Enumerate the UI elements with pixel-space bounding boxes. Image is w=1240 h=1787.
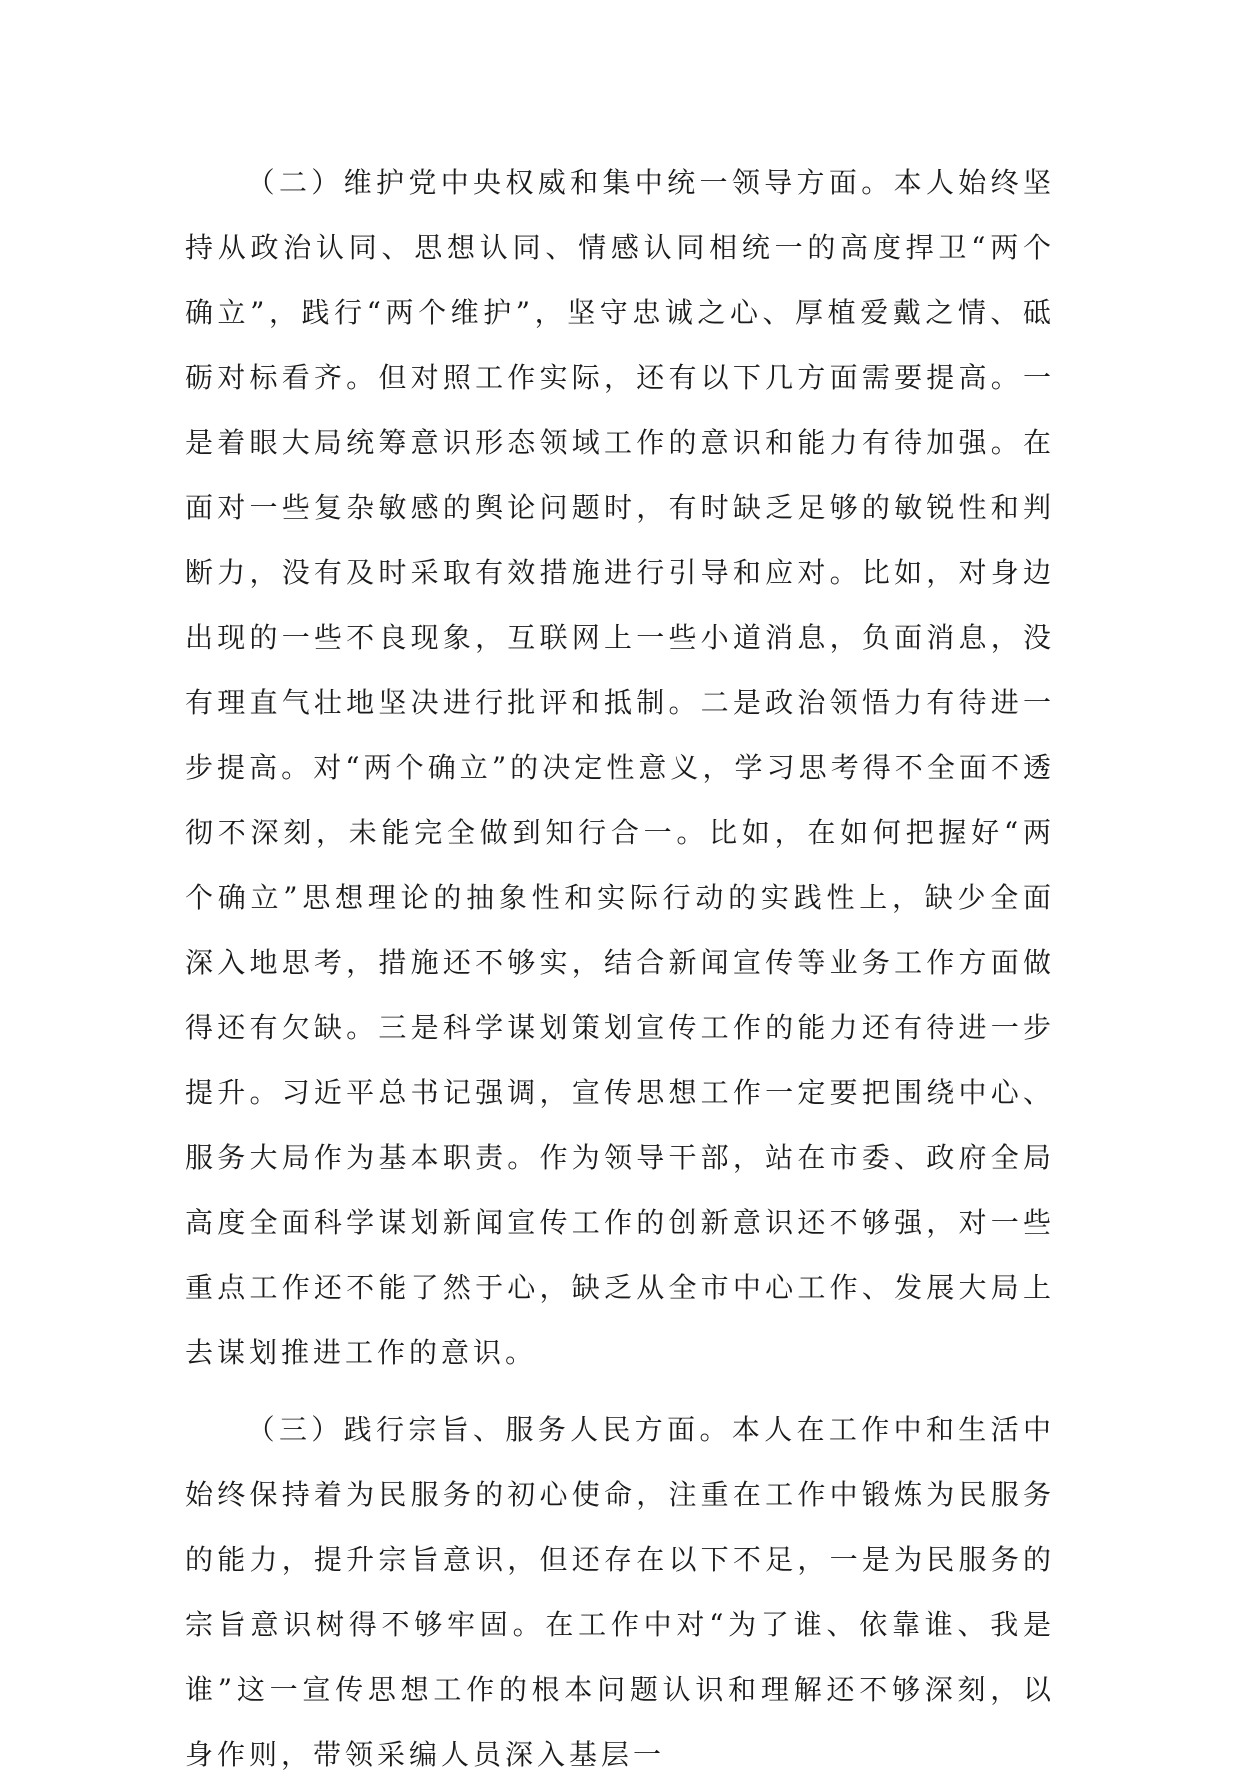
document-page	[185, 150, 1055, 1787]
paragraph-section-three: （三）践行宗旨、服务人民方面。本人在工作中和生活中始终保持着为民服务的初心使命，注重在工作中锻炼为民服务的能力，提升宗旨意识，但还存在以下不足，一是为民服务的宗旨意识树得不够牢固。在工作中对“为了谁、依靠谁、我是谁”这一宣传思想工作的根本问题认识和理解还不够深刻，以身作则，带领采编人员深入基层一	[185, 1413, 1055, 1771]
paragraph-section-two: （二）维护党中央权威和集中统一领导方面。本人始终坚持从政治认同、思想认同、情感认同相统一的高度捍卫“两个确立”，践行“两个维护”，坚守忠诚之心、厚植爱戴之情、砥砺对标看齐。但对照工作实际，还有以下几方面需要提高。一是着眼大局统筹意识形态领域工作的意识和能力有待加强。在面对一些复杂敏感的舆论问题时，有时缺乏足够的敏锐性和判断力，没有及时采取有效措施进行引导和应对。比如，对身边出现的一些不良现象，互联网上一些小道消息，负面消息，没有理直气壮地坚决进行批评和抵制。二是政治领悟力有待进一步提高。对“两个确立”的决定性意义，学习思考得不全面不透彻不深刻，未能完全做到知行合一。比如，在如何把握好“两个确立”思想理论的抽象性和实际行动的实践性上，缺少全面深入地思考，措施还不够实，结合新闻宣传等业务工作方面做得还有欠缺。三是科学谋划策划宣传工作的能力还有待进一步提升。习近平总书记强调，宣传思想工作一定要把围绕中心、服务大局作为基本职责。作为领导干部，站在市委、政府全局高度全面科学谋划新闻宣传工作的创新意识还不够强，对一些重点工作还不能了然于心，缺乏从全市中心工作、发展大局上去谋划推进工作的意识。	[185, 166, 1055, 1369]
